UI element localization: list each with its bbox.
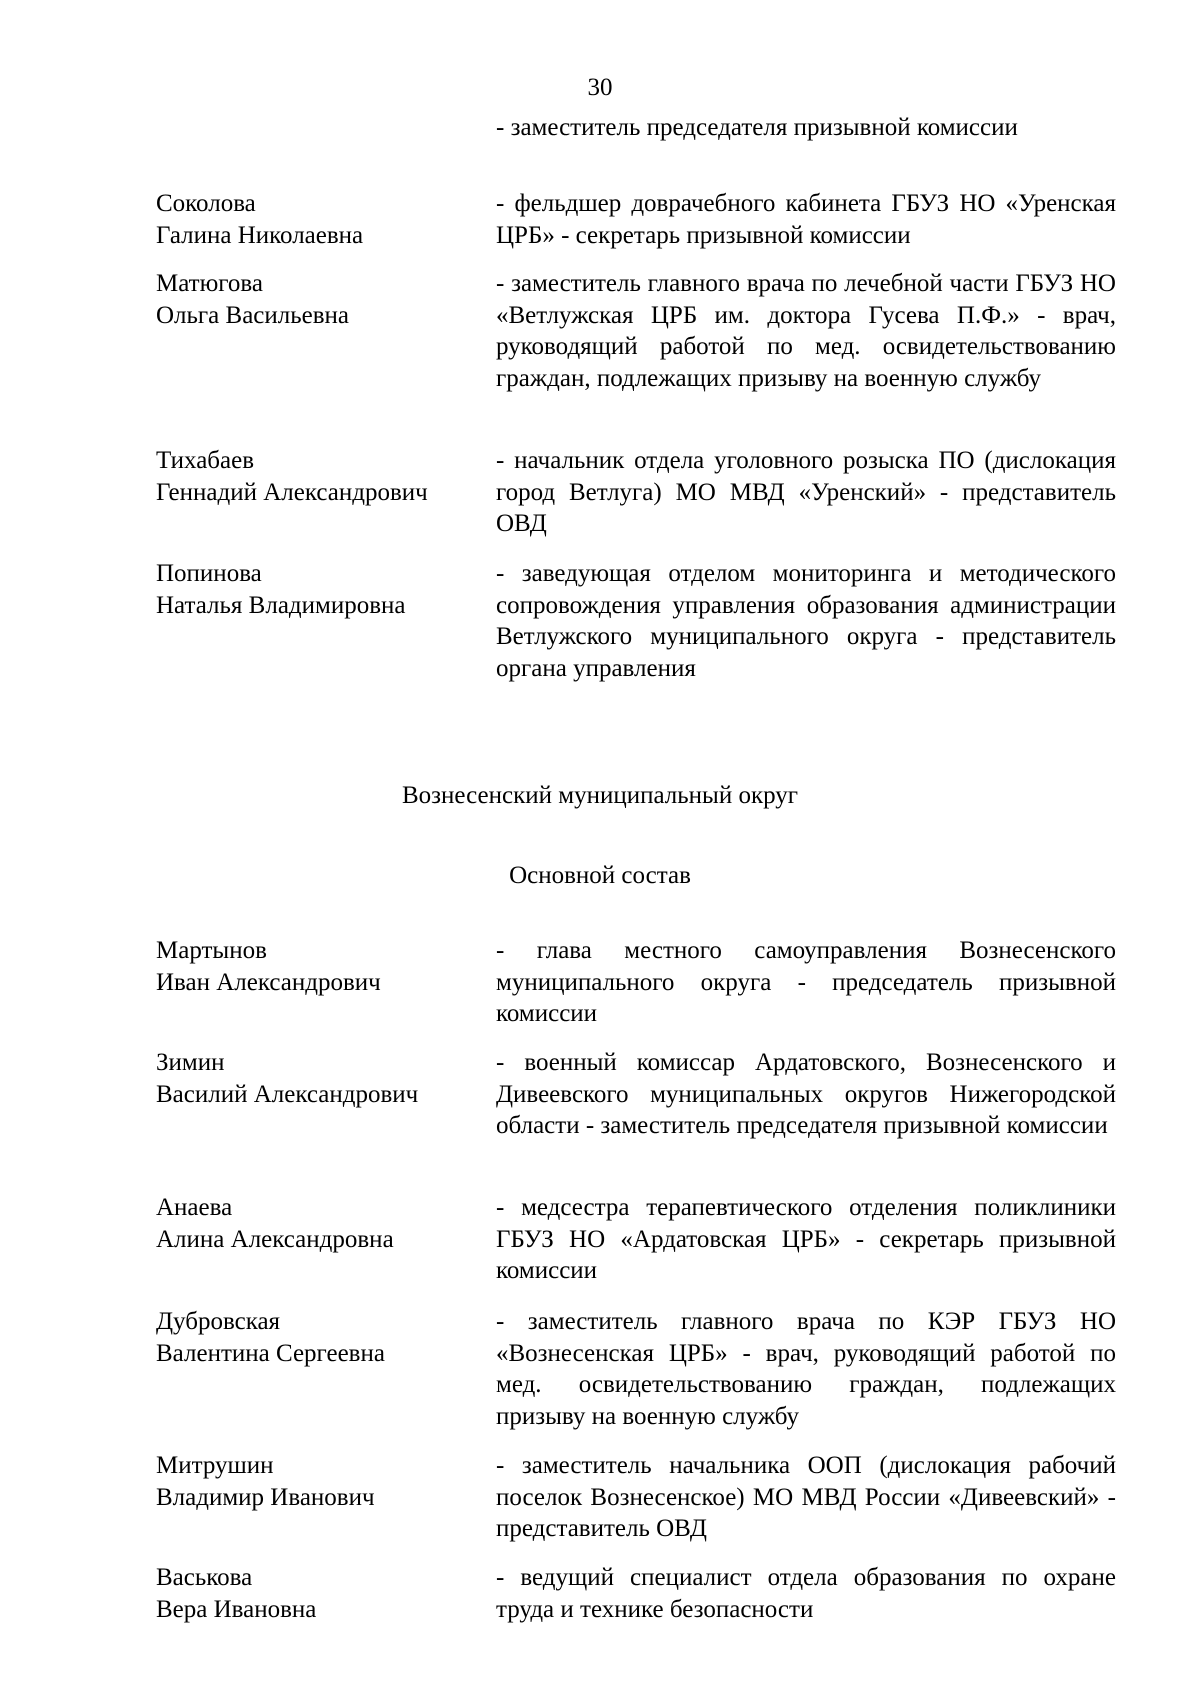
surname: Васькова (156, 1564, 253, 1591)
person-name (156, 935, 486, 998)
role-description: - фельдшер доврачебного кабинета ГБУЗ НО «Уренская ЦРБ» - секретарь призывной комиссии (496, 190, 1116, 249)
role-description: - заместитель начальника ООП (дислокация рабочий поселок Вознесенское) МО МВД России «Дивеевский» - представитель ОВД (496, 1452, 1116, 1542)
given-names: Валентина Сергеевна (156, 1339, 385, 1367)
role-description: - начальник отдела уголовного розыска ПО (дислокация город Ветлуга) МО МВД «Уренский» - представитель ОВД (496, 447, 1116, 537)
person-name (156, 268, 486, 331)
person-name (156, 1047, 486, 1110)
page-number: 30 (587, 74, 613, 101)
top-role-continuation: - заместитель председателя призывной комиссии (496, 114, 1018, 141)
role-description: - заведующая отделом мониторинга и методического сопровождения управления образования администрации Ветлужского муниципального округа - представитель органа управления (496, 560, 1116, 682)
surname: Мартынов (156, 937, 267, 964)
surname: Зимин (156, 1049, 225, 1076)
surname: Митрушин (156, 1452, 274, 1479)
person-name (156, 1306, 486, 1369)
surname: Соколова (156, 190, 256, 217)
surname: Дубровская (156, 1308, 281, 1335)
role-description: - медсестра терапевтического отделения поликлиники ГБУЗ НО «Ардатовская ЦРБ» - секретарь призывной комиссии (496, 1194, 1116, 1284)
person-name (156, 1562, 486, 1625)
role-description: - глава местного самоуправления Вознесенского муниципального округа - председатель призывной комиссии (496, 937, 1116, 1027)
given-names: Геннадий Александрович (156, 478, 428, 506)
person-name (156, 445, 486, 508)
person-name (156, 1450, 486, 1513)
given-names: Алина Александровна (156, 1225, 394, 1253)
given-names: Владимир Иванович (156, 1483, 375, 1511)
surname: Тихабаев (156, 447, 255, 474)
person-name (156, 1192, 486, 1255)
surname: Анаева (156, 1194, 233, 1221)
person-name (156, 558, 486, 621)
given-names: Наталья Владимировна (156, 591, 406, 619)
role-description: - военный комиссар Ардатовского, Вознесенского и Дивеевского муниципальных округов Нижегородской области - заместитель председателя призывной комиссии (496, 1049, 1116, 1139)
given-names: Иван Александрович (156, 968, 381, 996)
role-description: - ведущий специалист отдела образования по охране труда и технике безопасности (496, 1564, 1116, 1623)
given-names: Ольга Васильевна (156, 301, 350, 329)
person-name (156, 188, 486, 251)
surname: Попинова (156, 560, 262, 587)
district-title: Вознесенский муниципальный округ (401, 782, 799, 809)
given-names: Василий Александрович (156, 1080, 419, 1108)
surname: Матюгова (156, 270, 263, 297)
composition-title: Основной состав (509, 862, 691, 889)
given-names: Галина Николаевна (156, 221, 364, 249)
role-description: - заместитель главного врача по КЭР ГБУЗ НО «Вознесенская ЦРБ» - врач, руководящий работой по мед. освидетельствованию граждан, подлежащих призыву на военную службу (496, 1308, 1116, 1430)
role-description: - заместитель главного врача по лечебной части ГБУЗ НО «Ветлужская ЦРБ им. доктора Гусева П.Ф.» - врач, руководящий работой по мед. освидетельствованию граждан, подлежащих призыву на военную службу (496, 270, 1116, 392)
given-names: Вера Ивановна (156, 1595, 317, 1623)
